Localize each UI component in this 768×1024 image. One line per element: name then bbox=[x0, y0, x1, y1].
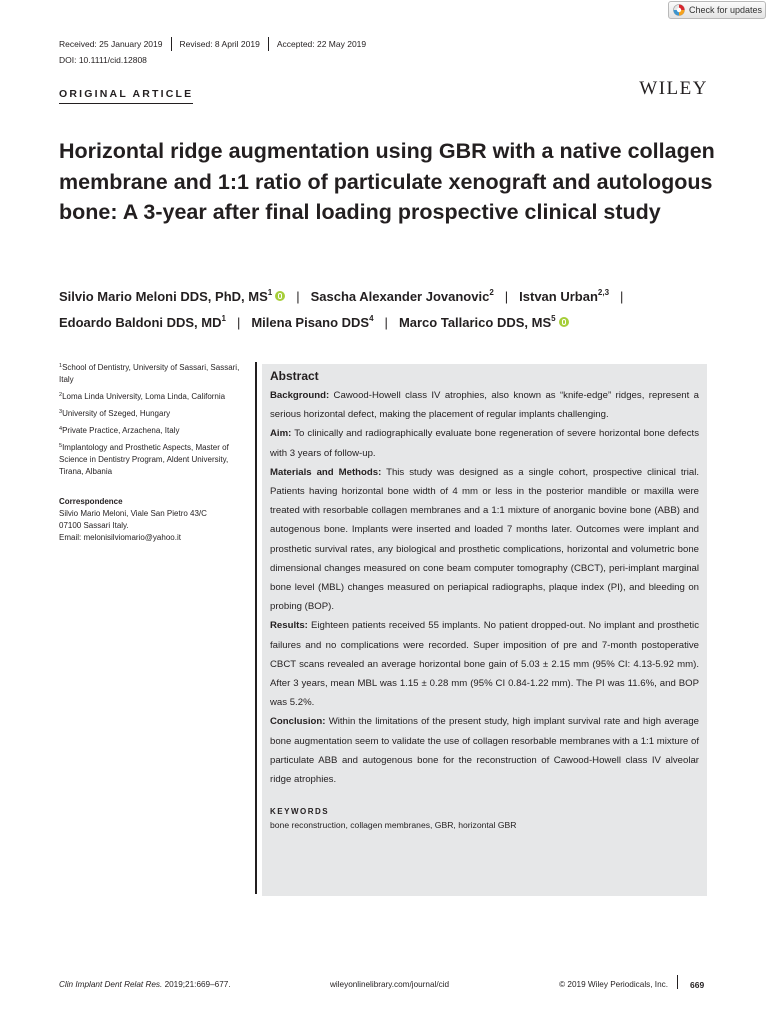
divider bbox=[171, 37, 172, 51]
crossmark-icon bbox=[673, 4, 685, 16]
affiliation-item: $^1$School of Dentistry, University of Sassari, Sassari, Italy bbox=[59, 363, 240, 384]
keywords-heading: KEYWORDS bbox=[270, 807, 330, 817]
correspondence bbox=[59, 496, 249, 544]
correspondence-city: 07100 Sassari Italy. bbox=[59, 521, 129, 530]
correspondence-email[interactable]: Email: melonisilviomario@yahoo.it bbox=[59, 533, 181, 542]
revised-date: Revised: 8 April 2019 bbox=[179, 39, 260, 49]
affiliation-item: $^4$Private Practice, Arzachena, Italy bbox=[59, 426, 180, 435]
page-number: 669 bbox=[690, 980, 705, 990]
divider bbox=[268, 37, 269, 51]
author-list: Silvio Mario Meloni DDS, PhD, $MS^1$ | Sascha Alexander Jovanovic$^2$ | Istvan Urban$^{2,3}$ | Edoardo Baldoni DDS, $MD^1$ | Milena Pisano DDS$^4$ | Marco Tallarico DDS, $MS^5$ bbox=[59, 288, 624, 330]
author-name[interactable]: Milena Pisano DDS$^4$ bbox=[251, 314, 374, 330]
abstract-conclusion: Conclusion: Within the limitations of the present study, high implant survival rate and high average bone augmentation seem to validate the use of collagen resorbable membranes with a 1:1 mixture of particulate ABB and autogenous bone for the reconstruction of Cawood-Howell class IV alveolar ridge atrophies. bbox=[270, 716, 699, 786]
column-divider bbox=[255, 362, 257, 894]
author-name[interactable]: Edoardo Baldoni DDS, $MD^1$ bbox=[59, 314, 226, 330]
affiliation-item: $^3$University of Szeged, Hungary bbox=[59, 409, 171, 418]
affiliations bbox=[59, 362, 249, 483]
affiliation-item: $^2$Loma Linda University, Loma Linda, California bbox=[59, 392, 226, 401]
abstract-methods: Materials and Methods: This study was designed as a single cohort, prospective clinical trial. Patients having horizontal bone width of 4 mm or less in the posterior mandible or maxilla were treated with resorbable collagen membranes and a 1:1 mixture of anorganic bovine bone (ABB) and autogenous bone. Implants were inserted and loaded 7 months later. Outcomes were implant and prosthetic survival rates, any biological and prosthetic complications, horizontal and volumetric bone dimensional changes measured on cone beam computer tomography (CBCT), peri-implant marginal bone level (MBL) changes measured on periapical radiographs, plaque index (PI), and bleeding on probing (BOP). bbox=[270, 466, 699, 613]
affiliation-item: $^5$Implantology and Prosthetic Aspects, Master of Science in Dentistry Program, Aldent University, Tirana, Albania bbox=[59, 443, 229, 476]
author-name[interactable]: Istvan Urban$^{2,3}$ bbox=[519, 288, 610, 304]
article-section-label: ORIGINAL ARTICLE bbox=[59, 88, 193, 104]
abstract-background: Background: Cawood-Howell class IV atrophies, also known as “knife-edge” ridges, represent a serious horizontal defect, making the placement of regular implants challenging. bbox=[270, 390, 699, 421]
footer-divider bbox=[677, 975, 678, 989]
article-dates bbox=[59, 37, 366, 51]
journal-citation: Clin Implant Dent Relat Res. 2019;21:669–677. bbox=[59, 980, 231, 989]
author-name[interactable]: Silvio Mario Meloni DDS, PhD, $MS^1$ bbox=[59, 288, 273, 304]
copyright-notice: © 2019 Wiley Periodicals, Inc. bbox=[559, 980, 668, 989]
abstract-aim: Aim: To clinically and radiographically evaluate bone regeneration of severe horizontal bone defects with 3 years of follow-up. bbox=[270, 428, 699, 459]
correspondence-heading: Correspondence bbox=[59, 497, 123, 506]
accepted-date: Accepted: 22 May 2019 bbox=[276, 39, 367, 49]
abstract-results: Results: Eighteen patients received 55 implants. No patient dropped-out. No implant and prosthetic failures and no complications were recorded. Super imposition of pre and 7-month postoperative CBCT scans revealed an average horizontal bone gain of 5.03 ± 2.15 mm (95% CI: 4.13-5.92 mm). After 3 years, mean MBL was 1.15 ± 0.28 mm (95% CI 0.84-1.22 mm). The PI was 11.6%, and BOP was 5.2%. bbox=[270, 620, 699, 709]
received-date: Received: 25 January 2019 bbox=[59, 39, 163, 49]
check-for-updates-button[interactable] bbox=[668, 1, 766, 19]
orcid-icon[interactable] bbox=[559, 317, 569, 327]
keywords-list: bone reconstruction, collagen membranes, GBR, horizontal GBR bbox=[270, 820, 517, 831]
publisher-logo: WILEY bbox=[639, 78, 708, 99]
journal-url-link[interactable]: wileyonlinelibrary.com/journal/cid bbox=[330, 980, 450, 989]
article-title: Horizontal ridge augmentation using GBR with a native collagen membrane and 1:1 ratio of particulate xenograft and autologous bone: A 3-year after final loading prospective clinical study bbox=[59, 139, 715, 224]
doi-link[interactable]: DOI: 10.1111/cid.12808 bbox=[59, 55, 147, 65]
author-name[interactable]: Sascha Alexander Jovanovic$^2$ bbox=[310, 288, 494, 304]
abstract-box bbox=[262, 364, 707, 896]
check-for-updates-label: Check for updates bbox=[689, 5, 763, 15]
abstract-heading: Abstract bbox=[270, 369, 319, 383]
correspondence-address: Silvio Mario Meloni, Viale San Pietro 43/C bbox=[59, 509, 207, 518]
author-name[interactable]: Marco Tallarico DDS, $MS^5$ bbox=[398, 314, 556, 330]
orcid-icon[interactable] bbox=[275, 291, 285, 301]
